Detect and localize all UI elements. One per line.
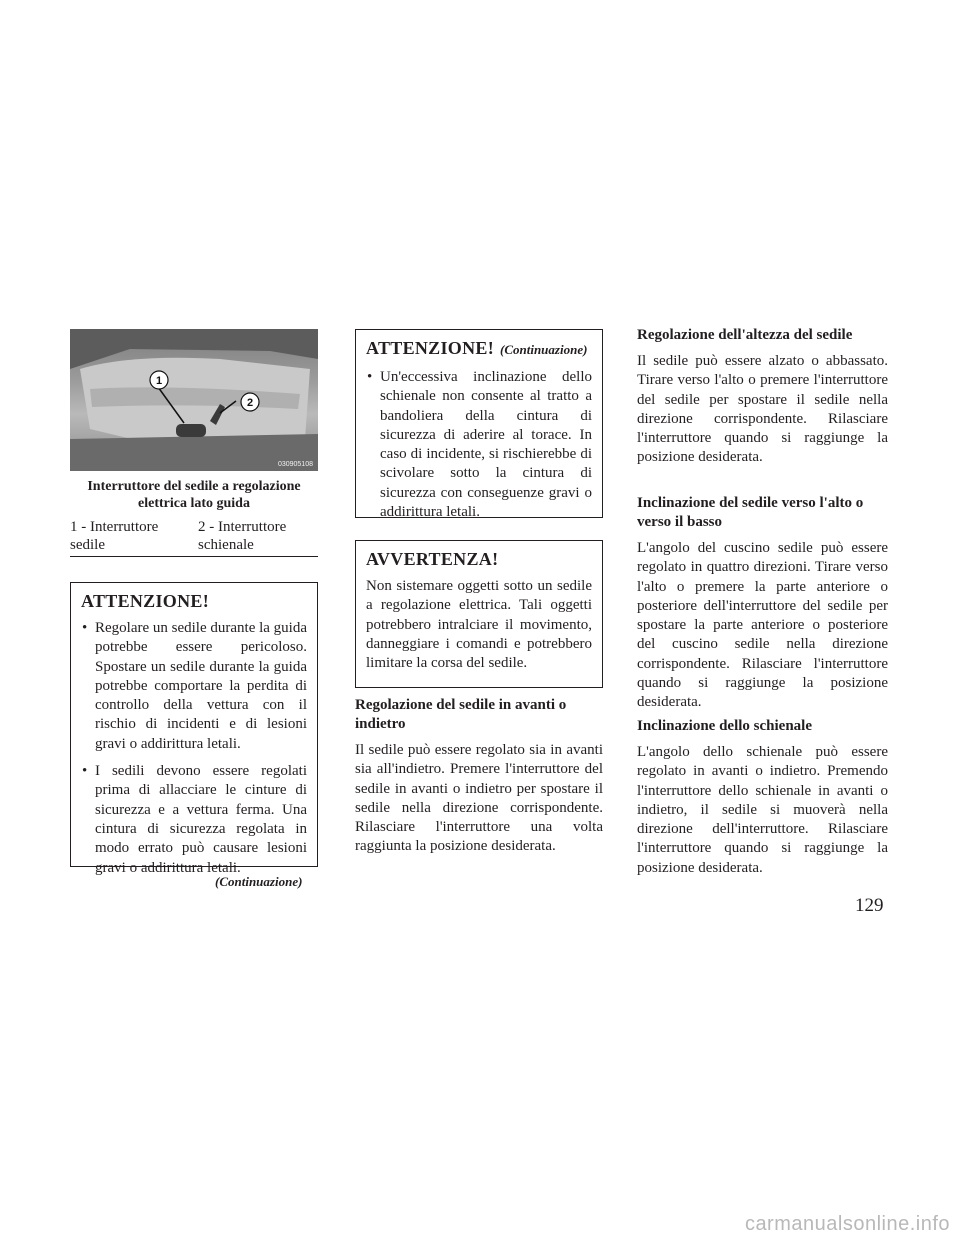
warning-title-continued: [366, 338, 592, 360]
figure-caption: Interruttore del sedile a regolazione elettrica lato guida: [87, 479, 301, 511]
legend-divider: [70, 556, 318, 557]
warning-item: • Un'eccessiva inclinazione dello schienale non consente al tratto a bandoliera della cintura di sicurezza di aderire al torace. In caso di incidente, si rischierebbe di scivolare sotto la cintura di sicurezza con conseguenze gravi o addirittura letali.: [366, 368, 592, 522]
page-number: 129: [855, 895, 884, 916]
section-text: L'angolo del cuscino sedile può essere regolato in quattro direzioni. Tirare verso l'alto o premere la parte anteriore o posteriore dell'interruttore del sedile per spostare la parte anteriore o posteriore del cuscino sedile nella direzione corrispondente. Rilasciare l'interruttore quando si raggiunge la posizione desiderata.: [637, 540, 888, 711]
section-heading: Inclinazione dello schienale: [637, 718, 813, 734]
warning-title-text: ATTENZIONE!: [366, 338, 494, 358]
section-fore-aft: [355, 696, 603, 857]
caution-title: AVVERTENZA!: [366, 549, 499, 569]
caution-box: [355, 540, 603, 688]
section-text: L'angolo dello schienale può essere regolato in avanti o indietro. Premendo l'interruttore dello schienale in avanti o indietro, il sedile si muoverà nella direzione dell'interruttore. Rilasciare l'interruttore quando si raggiunge la posizione desiderata.: [637, 744, 888, 876]
warning-item: • Regolare un sedile durante la guida potrebbe essere pericoloso. Spostare un sedile durante la guida potrebbe comportare la perdita di controllo della vettura con il rischio di incidenti e di lesioni gravi o addirittura letali.: [81, 619, 307, 754]
callout-2-label: 2: [246, 397, 254, 409]
photo-code: 030905108: [277, 461, 313, 468]
legend-item-1: 1 - Interruttore sedile: [70, 519, 159, 553]
section-height: [637, 326, 888, 468]
callout-1-label: 1: [155, 375, 163, 387]
watermark: carmanualsonline.info: [744, 1213, 950, 1235]
section-heading: Regolazione dell'altezza del sedile: [637, 327, 853, 343]
seat-switch-shape: [176, 424, 206, 437]
section-tilt: [637, 494, 888, 713]
section-recline: [637, 717, 888, 878]
section-heading: Regolazione del sedile in avanti o indietro: [355, 697, 567, 732]
caution-text: Non sistemare oggetti sotto un sedile a regolazione elettrica. Tali oggetti potrebbero intralciare il movimento, danneggiare i comandi e potrebbero limitare la corsa del sedile.: [366, 578, 592, 672]
continued-note: (Continuazione): [215, 874, 303, 889]
seat-illustration: [70, 329, 318, 471]
section-text: Il sedile può essere alzato o abbassato. Tirare verso l'alto o premere l'interruttore del sedile per spostare il sedile nella direzione corrispondente. Rilasciare l'interruttore quando si raggiunge la posizione desiderata.: [637, 353, 888, 466]
legend-item-2: 2 - Interruttore schienale: [198, 519, 287, 553]
warning-list: [81, 619, 307, 878]
section-heading: Inclinazione del sedile verso l'alto o verso il basso: [637, 495, 864, 530]
section-text: Il sedile può essere regolato sia in avanti sia all'indietro. Premere l'interruttore del sedile in avanti o indietro per spostare il sedile nella direzione corrispondente. Rilasciare l'interruttore una volta raggiunta la posizione desiderata.: [355, 742, 603, 855]
warning-list: [366, 368, 592, 522]
seat-switch-photo: [70, 329, 318, 471]
warning-box-1: [70, 582, 318, 876]
warning-item: • I sedili devono essere regolati prima di allacciare le cinture di sicurezza e a vettura ferma. Una cintura di sicurezza regolata in modo errato può causare lesioni gravi o addirittura letali.: [81, 762, 307, 878]
warning-title: ATTENZIONE!: [81, 591, 209, 611]
warning-box-2: [355, 329, 603, 521]
continuation-label: (Continuazione): [500, 342, 588, 357]
